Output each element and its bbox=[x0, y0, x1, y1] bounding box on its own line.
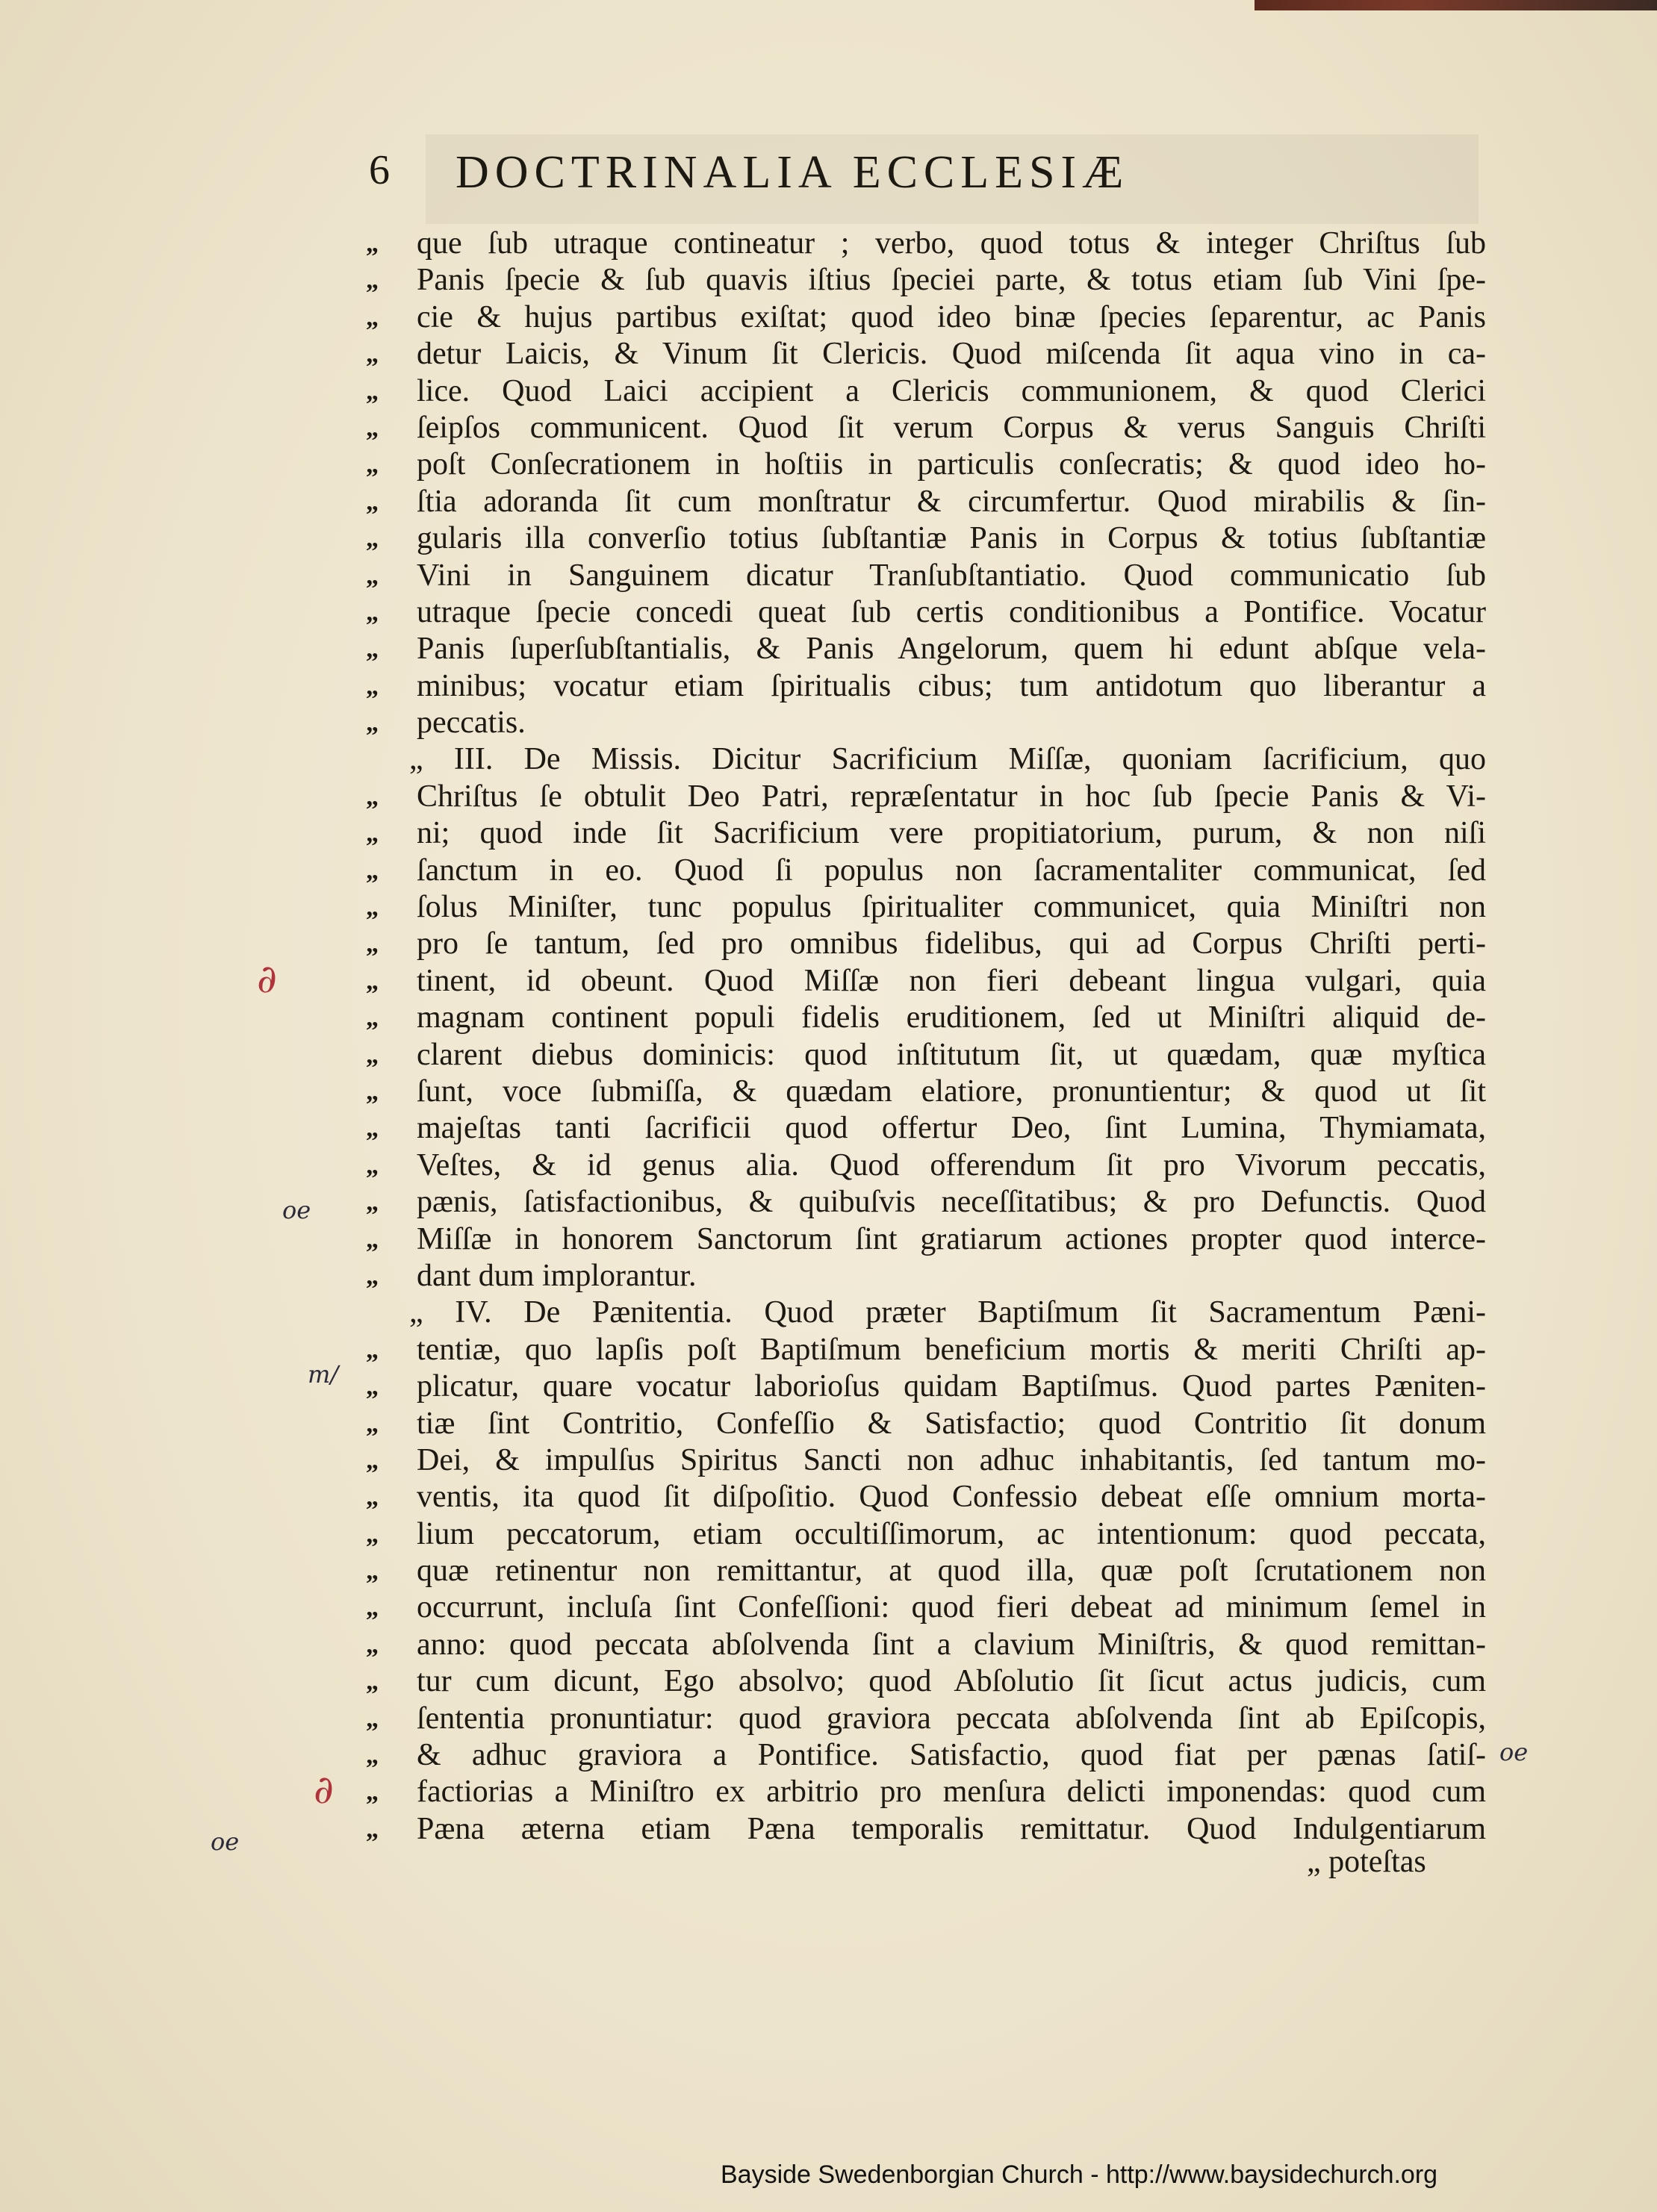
line-text: occurrunt, incluſa ſint Confeſſioni: quod fieri debeat ad minimum ſemel in bbox=[417, 1590, 1486, 1625]
text-line bbox=[366, 1147, 1486, 1184]
quote-mark: „ bbox=[366, 782, 379, 811]
text-line bbox=[366, 1295, 1486, 1331]
text-line bbox=[366, 963, 1486, 1000]
margin-note-delete-mark: ∂ bbox=[257, 957, 277, 1002]
line-text: ſolus Miniſter, tunc populus ſpiritualiter communicet, quia Miniſtri non bbox=[417, 890, 1486, 925]
text-line bbox=[366, 1479, 1486, 1515]
quote-mark: „ bbox=[366, 1373, 379, 1401]
text-line bbox=[366, 1701, 1486, 1737]
text-line bbox=[366, 520, 1486, 557]
line-text: tinent, id obeunt. Quod Miſſæ non fieri debeant lingua vulgari, quia bbox=[417, 963, 1486, 998]
book-cover-edge bbox=[1255, 0, 1657, 10]
text-line bbox=[366, 484, 1486, 520]
quote-mark: „ bbox=[366, 267, 379, 295]
text-line bbox=[366, 853, 1486, 889]
quote-mark: „ bbox=[366, 525, 379, 553]
quote-mark: „ bbox=[366, 1815, 379, 1843]
line-text: lium peccatorum, etiam occultiſſimorum, ac intentionum: quod peccata, bbox=[417, 1516, 1486, 1551]
line-text: Dei, & impulſus Spiritus Sancti non adhuc inhabitantis, ſed tantum mo- bbox=[417, 1442, 1486, 1477]
text-line bbox=[366, 1000, 1486, 1036]
quote-mark: „ bbox=[366, 1520, 379, 1548]
quote-mark: „ bbox=[366, 856, 379, 885]
line-text: lice. Quod Laici accipient a Clericis communionem, & quod Clerici bbox=[417, 373, 1486, 408]
line-text: ſanctum in eo. Quod ſi populus non ſacramentaliter communicat, ſed bbox=[417, 853, 1486, 888]
text-line bbox=[366, 1774, 1486, 1810]
line-text: Veſtes, & id genus alia. Quod offerendum ſit pro Vivorum peccatis, bbox=[417, 1147, 1486, 1183]
text-line bbox=[366, 373, 1486, 410]
line-text: pænis, ſatisfactionibus, & quibuſvis neceſſitatibus; & pro Defunctis. Quod bbox=[417, 1185, 1486, 1220]
text-line bbox=[366, 299, 1486, 336]
line-text: quæ retinentur non remittantur, at quod illa, quæ poſt ſcrutationem non bbox=[417, 1554, 1486, 1589]
page-number: 6 bbox=[369, 147, 391, 193]
quote-mark: „ bbox=[366, 1004, 379, 1032]
quote-mark: „ bbox=[366, 1446, 379, 1474]
quote-mark: „ bbox=[366, 1594, 379, 1622]
line-text: dant dum implorantur. bbox=[417, 1258, 697, 1293]
text-line bbox=[366, 225, 1486, 262]
line-text: magnam continent populi fidelis eruditionem, ſed ut Miniſtri aliquid de- bbox=[417, 1000, 1486, 1035]
body-text bbox=[366, 225, 1486, 1848]
text-line bbox=[366, 1811, 1486, 1848]
quote-mark: „ bbox=[366, 1483, 379, 1512]
margin-note-oe: oe bbox=[211, 1828, 240, 1856]
line-text: ſententia pronuntiatur: quod graviora peccata abſolvenda ſint ab Epiſcopis, bbox=[417, 1701, 1486, 1736]
line-text: factiorias a Miniſtro ex arbitrio pro menſura delicti imponendas: quod cum bbox=[417, 1775, 1486, 1810]
quote-mark: „ bbox=[366, 709, 379, 738]
text-line bbox=[366, 926, 1486, 962]
text-line bbox=[366, 705, 1486, 741]
line-text: pro ſe tantum, ſed pro omnibus fidelibus, qui ad Corpus Chriſti perti- bbox=[417, 926, 1486, 962]
line-text: gularis illa converſio totius ſubſtantiæ Panis in Corpus & totius ſubſtantiæ bbox=[417, 521, 1486, 556]
line-text: tur cum dicunt, Ego absolvo; quod Abſolutio ſit ſicut actus judicis, cum bbox=[417, 1664, 1486, 1699]
quote-mark: „ bbox=[366, 1409, 379, 1438]
line-text: Vini in Sanguinem dicatur Tranſubſtantiatio. Quod communicatio ſub bbox=[417, 558, 1486, 593]
quote-mark: „ bbox=[366, 340, 379, 369]
margin-note-oe: oe bbox=[282, 1196, 311, 1224]
text-line bbox=[366, 594, 1486, 631]
text-line bbox=[366, 1406, 1486, 1442]
line-text: peccatis. bbox=[417, 705, 526, 741]
quote-mark: „ bbox=[366, 1742, 379, 1770]
line-text: ſtia adoranda ſit cum monſtratur & circumfertur. Quod mirabilis & ſin- bbox=[417, 484, 1486, 519]
line-text: ſeipſos communicent. Quod ſit verum Corpus & verus Sanguis Chriſti bbox=[417, 410, 1486, 445]
quote-mark: „ bbox=[366, 820, 379, 848]
text-line bbox=[366, 446, 1486, 483]
text-line bbox=[366, 779, 1486, 815]
line-text: „ IV. De Pænitentia. Quod præter Baptiſmum ſit Sacramentum Pæni- bbox=[409, 1295, 1486, 1330]
line-text: que ſub utraque contineatur ; verbo, quod totus & integer Chriſtus ſub bbox=[417, 226, 1486, 261]
running-title: DOCTRINALIA ECCLESIÆ bbox=[456, 147, 1130, 198]
line-text: cie & hujus partibus exiſtat; quod ideo binæ ſpecies ſeparentur, ac Panis bbox=[417, 299, 1486, 334]
quote-mark: „ bbox=[366, 1778, 379, 1807]
quote-mark: „ bbox=[366, 1151, 379, 1180]
quote-mark: „ bbox=[366, 635, 379, 664]
quote-mark: „ bbox=[366, 930, 379, 959]
quote-mark: „ bbox=[366, 598, 379, 626]
line-text: ventis, ita quod ſit diſpoſitio. Quod Confessio debeat eſſe omnium morta- bbox=[417, 1480, 1486, 1515]
text-line bbox=[366, 410, 1486, 446]
margin-note-oe: oe bbox=[1499, 1738, 1529, 1766]
line-text: Panis ſuperſubſtantialis, & Panis Angelorum, quem hi edunt abſque vela- bbox=[417, 632, 1486, 667]
text-line bbox=[366, 262, 1486, 299]
quote-mark: „ bbox=[366, 1668, 379, 1696]
text-line bbox=[366, 1184, 1486, 1221]
line-text: plicatur, quare vocatur laborioſus quidam Baptiſmus. Quod partes Pæniten- bbox=[417, 1369, 1486, 1404]
line-text: majeſtas tanti ſacrificii quod offertur Deo, ſint Lumina, Thymiamata, bbox=[417, 1111, 1486, 1146]
margin-note-delete-mark: ∂ bbox=[314, 1768, 334, 1813]
text-line bbox=[366, 741, 1486, 778]
quote-mark: „ bbox=[366, 230, 379, 258]
text-line bbox=[366, 1663, 1486, 1700]
quote-mark: „ bbox=[366, 1262, 379, 1290]
text-line bbox=[366, 1110, 1486, 1147]
quote-mark: „ bbox=[366, 1704, 379, 1733]
text-line bbox=[366, 1368, 1486, 1405]
quote-mark: „ bbox=[366, 1630, 379, 1659]
line-text: Panis ſpecie & ſub quavis iſtius ſpeciei parte, & totus etiam ſub Vini ſpe- bbox=[417, 263, 1486, 298]
line-text: poſt Conſecrationem in hoſtiis in particulis conſecratis; & quod ideo ho- bbox=[417, 447, 1486, 482]
line-text: & adhuc graviora a Pontifice. Satisfactio, quod fiat per pænas ſatiſ- bbox=[417, 1738, 1486, 1773]
quote-mark: „ bbox=[366, 377, 379, 405]
quote-mark: „ bbox=[366, 303, 379, 331]
line-text: minibus; vocatur etiam ſpiritualis cibus; tum antidotum quo liberantur a bbox=[417, 668, 1486, 703]
text-line bbox=[366, 631, 1486, 667]
line-text: tentiæ, quo lapſis poſt Baptiſmum beneficium mortis & meriti Chriſti ap- bbox=[417, 1332, 1486, 1367]
line-text: clarent diebus dominicis: quod inſtitutum ſit, ut quædam, quæ myſtica bbox=[417, 1037, 1486, 1072]
line-text: Miſſæ in honorem Sanctorum ſint gratiarum actiones propter quod interce- bbox=[417, 1221, 1486, 1256]
text-line bbox=[366, 336, 1486, 373]
line-text: Pæna æterna etiam Pæna temporalis remittatur. Quod Indulgentiarum bbox=[417, 1811, 1486, 1846]
quote-mark: „ bbox=[366, 487, 379, 516]
line-text: detur Laicis, & Vinum ſit Clericis. Quod miſcenda ſit aqua vino in ca- bbox=[417, 337, 1486, 372]
text-line bbox=[366, 1221, 1486, 1258]
line-text: Chriſtus ſe obtulit Deo Patri, repræſentatur in hoc ſub ſpecie Panis & Vi- bbox=[417, 779, 1486, 814]
line-text: ni; quod inde ſit Sacrificium vere propitiatorium, purum, & non niſi bbox=[417, 816, 1486, 851]
text-line bbox=[366, 815, 1486, 852]
text-line bbox=[366, 889, 1486, 926]
quote-mark: „ bbox=[366, 451, 379, 479]
margin-note-m: m/ bbox=[308, 1360, 339, 1389]
catchword: „ poteſtas bbox=[1307, 1845, 1426, 1879]
quote-mark: „ bbox=[366, 1115, 379, 1143]
text-line bbox=[366, 1037, 1486, 1074]
line-text: „ III. De Missis. Dicitur Sacrificium Miſſæ, quoniam ſacrificium, quo bbox=[409, 742, 1486, 777]
text-line bbox=[366, 1516, 1486, 1553]
text-line bbox=[366, 1627, 1486, 1663]
line-text: ſunt, voce ſubmiſſa, & quædam elatiore, pronuntientur; & quod ut ſit bbox=[417, 1074, 1486, 1109]
line-text: tiæ ſint Contritio, Confeſſio & Satisfactio; quod Contritio ſit donum bbox=[417, 1406, 1486, 1441]
text-line bbox=[366, 1553, 1486, 1589]
text-line bbox=[366, 668, 1486, 705]
quote-mark: „ bbox=[366, 1225, 379, 1253]
text-line bbox=[366, 1258, 1486, 1295]
text-line bbox=[366, 1737, 1486, 1774]
quote-mark: „ bbox=[366, 1077, 379, 1106]
quote-mark: „ bbox=[366, 672, 379, 700]
quote-mark: „ bbox=[366, 1336, 379, 1364]
quote-mark: „ bbox=[366, 414, 379, 442]
quote-mark: „ bbox=[366, 1557, 379, 1586]
quote-mark: „ bbox=[366, 967, 379, 995]
quote-mark: „ bbox=[366, 894, 379, 922]
text-line bbox=[366, 558, 1486, 594]
text-line bbox=[366, 1332, 1486, 1368]
line-text: anno: quod peccata abſolvenda ſint a clavium Miniſtris, & quod remittan- bbox=[417, 1627, 1486, 1662]
text-line bbox=[366, 1074, 1486, 1110]
text-line bbox=[366, 1589, 1486, 1626]
line-text: utraque ſpecie concedi queat ſub certis conditionibus a Pontifice. Vocatur bbox=[417, 594, 1486, 629]
footer-credit: Bayside Swedenborgian Church - http://www.baysidechurch.org bbox=[721, 2160, 1438, 2189]
text-line bbox=[366, 1442, 1486, 1479]
quote-mark: „ bbox=[366, 1188, 379, 1217]
quote-mark: „ bbox=[366, 561, 379, 590]
quote-mark: „ bbox=[366, 1041, 379, 1069]
